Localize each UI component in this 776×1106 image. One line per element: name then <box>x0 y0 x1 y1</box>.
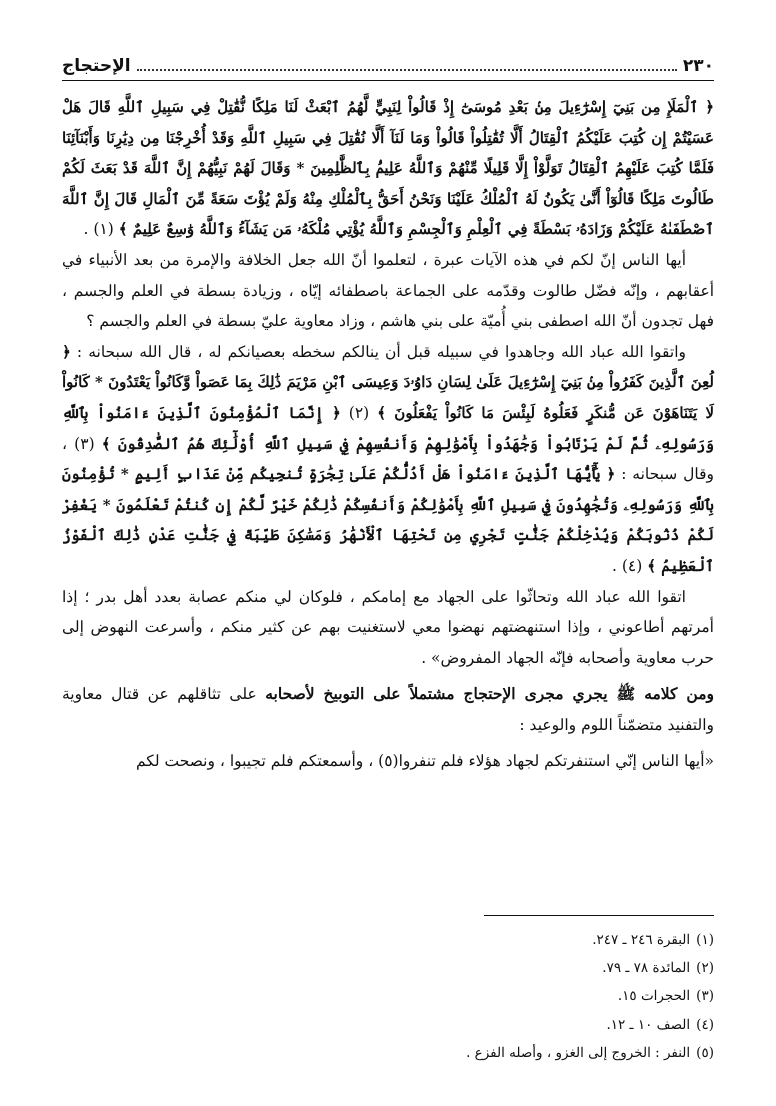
paragraph: أيها الناس إنّ لكم في هذه الآيات عبرة ، لتعلموا أنّ الله جعل الخلافة والإمرة من بعد الأنبياء في أعقابهم ، وإنّه فضّل طالوت وقدّمه على الجماعة باصطفائه إيّاه ، وزيادة بسطة في العلم والجسم ، فهل تجدون أنّ الله اصطفى بني أُميّة على بني هاشم ، وزاد معاوية عليّ بسطة في العلم والجسم ؟ <box>62 250 714 331</box>
quran-verse: ﴿ ٱلْمَلَإِ مِن بَنِيٓ إِسْرَٰٓءِيلَ مِنۢ بَعْدِ مُوسَىٰٓ إِذْ قَالُواْ لِنَبِيٍّ لَّهُمُ ٱبْعَثْ لَنَا مَلِكًا نُّقَٰتِلْ فِي سَبِيلِ ٱللَّهِ قَالَ هَلْ عَسَيْتُمْ إِن كُتِبَ عَلَيْكُمُ ٱلْقِتَالُ أَلَّا تُقَٰتِلُواْ قَالُواْ وَمَا لَنَآ أَلَّا نُقَٰتِلَ فِي سَبِيلِ ٱللَّهِ وَقَدْ أُخْرِجْنَا مِن دِيَٰرِنَا وَأَبْنَآئِنَا فَلَمَّا كُتِبَ عَلَيْهِمُ ٱلْقِتَالُ تَوَلَّوْاْ إِلَّا قَلِيلًا مِّنْهُمْ وَٱللَّهُ عَلِيمُۢ بِٱلظَّٰلِمِينَ * وَقَالَ لَهُمْ نَبِيُّهُمْ إِنَّ ٱللَّهَ قَدْ بَعَثَ لَكُمْ طَالُوتَ مَلِكًا قَالُوٓاْ أَنَّىٰ يَكُونُ لَهُ ٱلْمُلْكُ عَلَيْنَا وَنَحْنُ أَحَقُّ بِٱلْمُلْكِ مِنْهُ وَلَمْ يُؤْتَ سَعَةً مِّنَ ٱلْمَالِ قَالَ إِنَّ ٱللَّهَ ٱصْطَفَىٰهُ عَلَيْكُمْ وَزَادَهُۥ بَسْطَةً فِي ٱلْعِلْمِ وَٱلْجِسْمِ وَٱللَّهُ يُؤْتِي مُلْكَهُۥ مَن يَشَآءُ وَٱللَّهُ وَٰسِعٌ عَلِيمٌ ﴾ <box>62 98 714 239</box>
footnote-text: الحجرات ١٥. <box>617 988 691 1005</box>
paragraph: «أيها الناس إنّي استنفرتكم لجهاد هؤلاء فلم تنفروا(٥) ، وأسمعتكم فلم تجيبوا ، ونصحت لكم <box>135 752 714 771</box>
running-title: الإحتجاج <box>62 56 131 76</box>
header-dot-leader <box>137 69 677 71</box>
footnote-ref: (٣) <box>74 434 95 453</box>
footnote-ref: (١) <box>93 220 114 239</box>
paragraph-text: واتقوا الله عباد الله وجاهدوا في سبيله قبل أن ينالكم سخطه بعصيانكم له ، قال الله سبحانه : <box>76 342 686 361</box>
footnotes <box>62 926 714 1067</box>
page-header <box>62 50 714 76</box>
footnote-number: (٤) <box>696 1016 714 1033</box>
footnote-number: (٥) <box>696 1044 714 1061</box>
footnote <box>62 1011 714 1039</box>
footnote-ref: (٤) <box>621 556 643 575</box>
footnote <box>62 954 714 982</box>
header-rule <box>62 80 714 81</box>
footnote-text: الصف ١٠ ـ ١٢. <box>606 1016 691 1033</box>
connector-text: ، وقال سبحانه : <box>62 434 714 484</box>
footnote-number: (١) <box>696 932 714 948</box>
footnote-number: (٣) <box>696 988 714 1005</box>
paragraph-with-verses: واتقوا الله عباد الله وجاهدوا في سبيله قبل أن ينالكم سخطه بعصيانكم له ، قال الله سبحانه : ﴿ لُعِنَ ٱلَّذِينَ كَفَرُواْ مِنۢ بَنِيٓ إِسْرَٰٓءِيلَ عَلَىٰ لِسَانِ دَاوُۥدَ وَعِيسَى ٱبْنِ مَرْيَمَ ذَٰلِكَ بِمَا عَصَواْ وَّكَانُواْ يَعْتَدُونَ * كَانُواْ لَا يَتَنَاهَوْنَ عَن مُّنكَرٍ فَعَلُوهُ لَبِئْسَ مَا كَانُواْ يَفْعَلُونَ ﴾ (٢) ﴿ إِنَّمَا ٱلْمُؤْمِنُونَ ٱلَّذِينَ ءَامَنُواْ بِٱللَّهِ وَرَسُولِهِۦ ثُمَّ لَمْ يَرْتَابُواْ وَجَٰهَدُواْ بِأَمْوَٰلِهِمْ وَأَنفُسِهِمْ فِي سَبِيلِ ٱللَّهِ أُوْلَٰٓئِكَ هُمُ ٱلصَّٰدِقُونَ ﴾ (٣) ، وقال سبحانه : ﴿ يَٰٓأَيُّهَا ٱلَّذِينَ ءَامَنُواْ هَلْ أَدُلُّكُمْ عَلَىٰ تِجَٰرَةٍ تُنجِيكُم مِّنْ عَذَابٍ أَلِيمٍ * تُؤْمِنُونَ بِٱللَّهِ وَرَسُولِهِۦ وَتُجَٰهِدُونَ فِي سَبِيلِ ٱللَّهِ بِأَمْوَٰلِكُمْ وَأَنفُسِكُمْ ذَٰلِكُمْ خَيْرٌ لَّكُمْ إِن كُنتُمْ تَعْلَمُونَ * يَغْفِرْ لَكُمْ ذُنُوبَكُمْ وَيُدْخِلْكُمْ جَنَّٰتٍ تَجْرِي مِن تَحْتِهَا ٱلْأَنْهَٰرُ وَمَسَٰكِنَ طَيِّبَةً فِي جَنَّٰتِ عَدْنٍ ذَٰلِكَ ٱلْفَوْزُ ٱلْعَظِيمُ ﴾ (٤) . <box>62 342 714 575</box>
quran-verse: ﴿ يَٰٓأَيُّهَا ٱلَّذِينَ ءَامَنُواْ هَلْ أَدُلُّكُمْ عَلَىٰ تِجَٰرَةٍ تُنجِيكُم مِّنْ عَذَابٍ أَلِيمٍ * تُؤْمِنُونَ بِٱللَّهِ وَرَسُولِهِۦ وَتُجَٰهِدُونَ فِي سَبِيلِ ٱللَّهِ بِأَمْوَٰلِكُمْ وَأَنفُسِكُمْ ذَٰلِكُمْ خَيْرٌ لَّكُمْ إِن كُنتُمْ تَعْلَمُونَ * يَغْفِرْ لَكُمْ ذُنُوبَكُمْ وَيُدْخِلْكُمْ جَنَّٰتٍ تَجْرِي مِن تَحْتِهَا ٱلْأَنْهَٰرُ وَمَسَٰكِنَ طَيِّبَةً فِي جَنَّٰتِ عَدْنٍ ذَٰلِكَ ٱلْفَوْزُ ٱلْعَظِيمُ ﴾ <box>62 465 714 575</box>
footnote-number: (٢) <box>696 960 714 977</box>
footnote-ref: (٢) <box>348 403 370 422</box>
quran-passage-1: ﴿ ٱلْمَلَإِ مِن بَنِيٓ إِسْرَٰٓءِيلَ مِنۢ بَعْدِ مُوسَىٰٓ إِذْ قَالُواْ لِنَبِيٍّ لَّهُمُ ٱبْعَثْ لَنَا مَلِكًا نُّقَٰتِلْ فِي سَبِيلِ ٱللَّهِ قَالَ هَلْ عَسَيْتُمْ إِن كُتِبَ عَلَيْكُمُ ٱلْقِتَالُ أَلَّا تُقَٰتِلُواْ قَالُواْ وَمَا لَنَآ أَلَّا نُقَٰتِلَ فِي سَبِيلِ ٱللَّهِ وَقَدْ أُخْرِجْنَا مِن دِيَٰرِنَا وَأَبْنَآئِنَا فَلَمَّا كُتِبَ عَلَيْهِمُ ٱلْقِتَالُ تَوَلَّوْاْ إِلَّا قَلِيلًا مِّنْهُمْ وَٱللَّهُ عَلِيمُۢ بِٱلظَّٰلِمِينَ * وَقَالَ لَهُمْ نَبِيُّهُمْ إِنَّ ٱللَّهَ قَدْ بَعَثَ لَكُمْ طَالُوتَ مَلِكًا قَالُوٓاْ أَنَّىٰ يَكُونُ لَهُ ٱلْمُلْكُ عَلَيْنَا وَنَحْنُ أَحَقُّ بِٱلْمُلْكِ مِنْهُ وَلَمْ يُؤْتَ سَعَةً مِّنَ ٱلْمَالِ قَالَ إِنَّ ٱللَّهَ ٱصْطَفَىٰهُ عَلَيْكُمْ وَزَادَهُۥ بَسْطَةً فِي ٱلْعِلْمِ وَٱلْجِسْمِ وَٱللَّهُ يُؤْتِي مُلْكَهُۥ مَن يَشَآءُ وَٱللَّهُ وَٰسِعٌ عَلِيمٌ ﴾ (١) . <box>62 98 714 239</box>
quran-verse: ﴿ لُعِنَ ٱلَّذِينَ كَفَرُواْ مِنۢ بَنِيٓ إِسْرَٰٓءِيلَ عَلَىٰ لِسَانِ دَاوُۥدَ وَعِيسَى ٱبْنِ مَرْيَمَ ذَٰلِكَ بِمَا عَصَواْ وَّكَانُواْ يَعْتَدُونَ * كَانُواْ لَا يَتَنَاهَوْنَ عَن مُّنكَرٍ فَعَلُوهُ لَبِئْسَ مَا كَانُواْ يَفْعَلُونَ ﴾ <box>62 342 714 422</box>
section-heading: ومن كلامه ﷺ يجري مجرى الإحتجاج مشتملاً على التوبيخ لأصحابه <box>265 684 714 704</box>
paragraph: اتقوا الله عباد الله وتحاثّوا على الجهاد مع إمامكم ، فلوكان لي منكم عصابة بعدد أهل بدر ؛ إذا أمرتهم أطاعوني ، وإذا استنهضتهم نهضوا معي لاستغنيت بهم عن كثير منكم ، وأسرعت النهوض إلى حرب معاوية وأصحابه فإنّه الجهاد المفروض» . <box>62 587 714 667</box>
footnote-rule <box>484 915 714 916</box>
footnote <box>62 926 714 954</box>
main-text <box>62 92 714 777</box>
footnote-text: المائدة ٧٨ ـ ٧٩. <box>602 960 691 977</box>
page-number: ٢٣٠ <box>682 56 714 76</box>
footnote <box>62 982 714 1010</box>
quran-verse: ﴿ إِنَّمَا ٱلْمُؤْمِنُونَ ٱلَّذِينَ ءَامَنُواْ بِٱللَّهِ وَرَسُولِهِۦ ثُمَّ لَمْ يَرْتَابُواْ وَجَٰهَدُواْ بِأَمْوَٰلِهِمْ وَأَنفُسِهِمْ فِي سَبِيلِ ٱللَّهِ أُوْلَٰٓئِكَ هُمُ ٱلصَّٰدِقُونَ ﴾ <box>62 403 714 453</box>
footnote-text: النفر : الخروج إلى الغزو ، وأصله الفزع . <box>466 1044 691 1061</box>
footnote-text: البقرة ٢٤٦ ـ ٢٤٧. <box>592 932 691 948</box>
footnote <box>62 1039 714 1067</box>
section-intro <box>62 679 714 740</box>
section-heading-rest: على تثاقلهم عن قتال معاوية والتفنيد متضمّناً اللوم والوعيد : <box>62 685 714 734</box>
